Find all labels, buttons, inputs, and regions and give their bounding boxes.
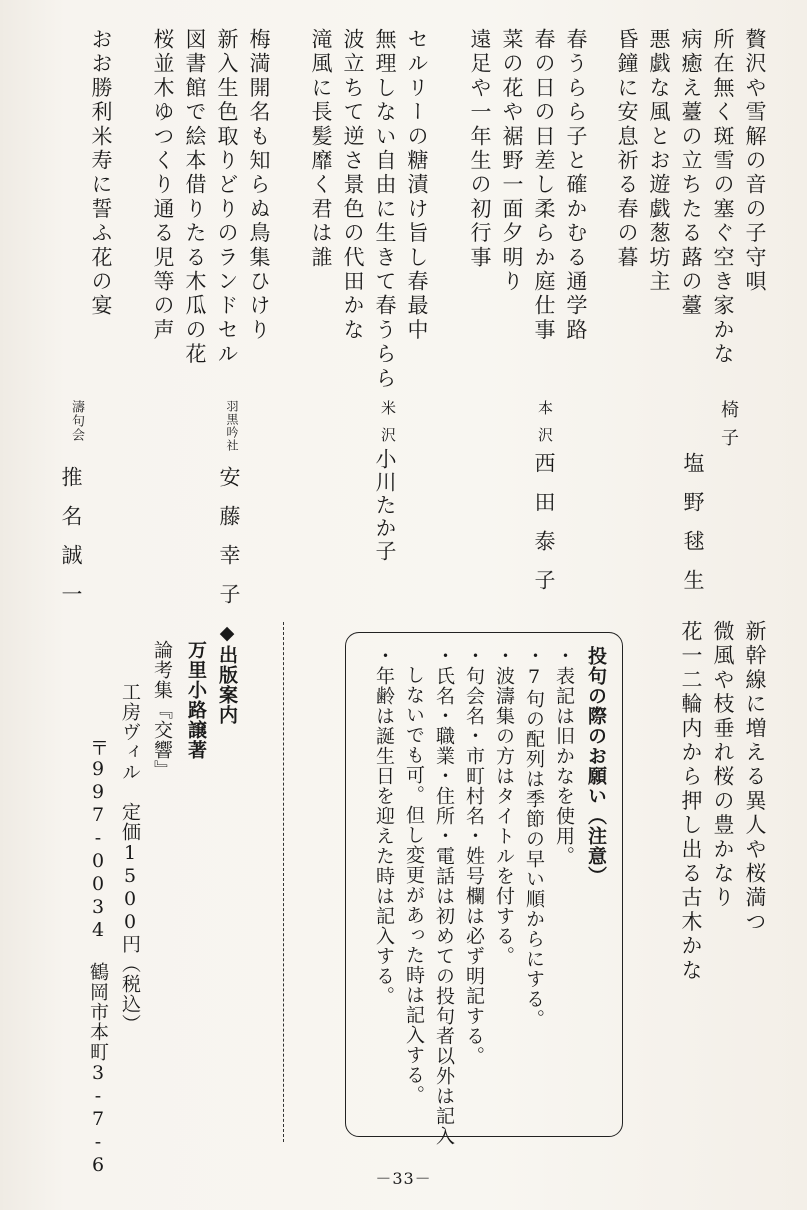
author-name: 推名誠一 (59, 466, 83, 622)
author-affiliation: 本沢 (536, 400, 554, 454)
notice-item: ・7句の配列は季節の早い順からにする。 (523, 646, 545, 1029)
haiku-line: 桜並木ゆつくり通る児等の声 (151, 28, 175, 343)
haiku-line: 贅沢や雪解の音の子守唄 (743, 28, 767, 295)
haiku-line: 滝風に長髪靡く君は誰 (309, 28, 333, 270)
haiku-line: 花一二輪内から押し出る古木かな (679, 620, 703, 983)
notice-item: ・句会名・市町村名・姓号欄は必ず明記する。 (463, 646, 485, 1066)
author-affiliation: 濤句会 (69, 400, 84, 442)
haiku-line: 遠足や一年生の初行事 (468, 28, 492, 270)
author-name: 安藤幸子 (217, 466, 241, 622)
haiku-line: セルリーの糖漬け旨し春最中 (405, 28, 429, 343)
haiku-line: 所在無く斑雪の塞ぐ空き家かな (711, 28, 735, 367)
haiku-line: 図書館で絵本借りたる木瓜の花 (183, 28, 207, 367)
author-affiliation: 米沢 (379, 400, 397, 454)
haiku-line: 春の日の日差し柔らか庭仕事 (532, 28, 556, 343)
haiku-line: 微風や枝垂れ桜の豊かなり (711, 620, 735, 911)
page-number: －33－ (375, 1169, 432, 1188)
publication-author: 万里小路譲著 (185, 640, 207, 760)
publication-address: 〒997-0034 鶴岡市本町3-7-6 (87, 738, 109, 1177)
haiku-line: 病癒え薹の立ちたる蕗の薹 (679, 28, 703, 319)
haiku-line: 菜の花や裾野一面夕明り (500, 28, 524, 295)
publication-publisher-price: 工房ヴィル 定価1500円（税込） (119, 682, 141, 1034)
author-affiliation: 羽黒吟社 (225, 400, 239, 452)
haiku-line: 梅満開名も知らぬ鳥集ひけり (247, 28, 271, 343)
haiku-line: 新幹線に増える異人や桜満つ (743, 620, 767, 935)
haiku-line: 波立ちて逆さ景色の代田かな (341, 28, 365, 343)
notice-item: ・氏名・職業・住所・電話は初めての投句者以外は記入 (433, 646, 455, 1146)
notice-item: ・波濤集の方はタイトルを付する。 (493, 646, 515, 966)
haiku-line: 無理しない自由に生きて春うらら (373, 28, 397, 391)
author-name: 塩野毬生 (681, 452, 705, 608)
publication-heading: ◆出版案内 (216, 622, 238, 725)
author-affiliation: 椅子 (718, 400, 739, 456)
notice-item-continued: しないでも可。但し変更があった時は記入する。 (403, 665, 425, 1105)
notice-title: 投句の際のお願い（注意） (585, 646, 607, 886)
author-name: 西田泰子 (532, 452, 556, 608)
notice-item: ・年齢は誕生日を迎えた時は記入する。 (373, 646, 395, 1006)
haiku-line: 昏鐘に安息祈る春の暮 (615, 28, 639, 270)
haiku-line: 悪戯な風とお遊戯葱坊主 (647, 28, 671, 295)
haiku-line: 新入生色取りどりのランドセル (215, 28, 239, 367)
notice-item: ・表記は旧かなを使用。 (553, 646, 575, 866)
haiku-line: おお勝利米寿に誓ふ花の宴 (89, 28, 113, 319)
publication-title: 論考集『交響』 (151, 640, 173, 780)
dashed-divider (283, 622, 284, 1142)
haiku-line: 春うらら子と確かむる通学路 (564, 28, 588, 343)
author-name: 小川たか子 (373, 448, 397, 563)
